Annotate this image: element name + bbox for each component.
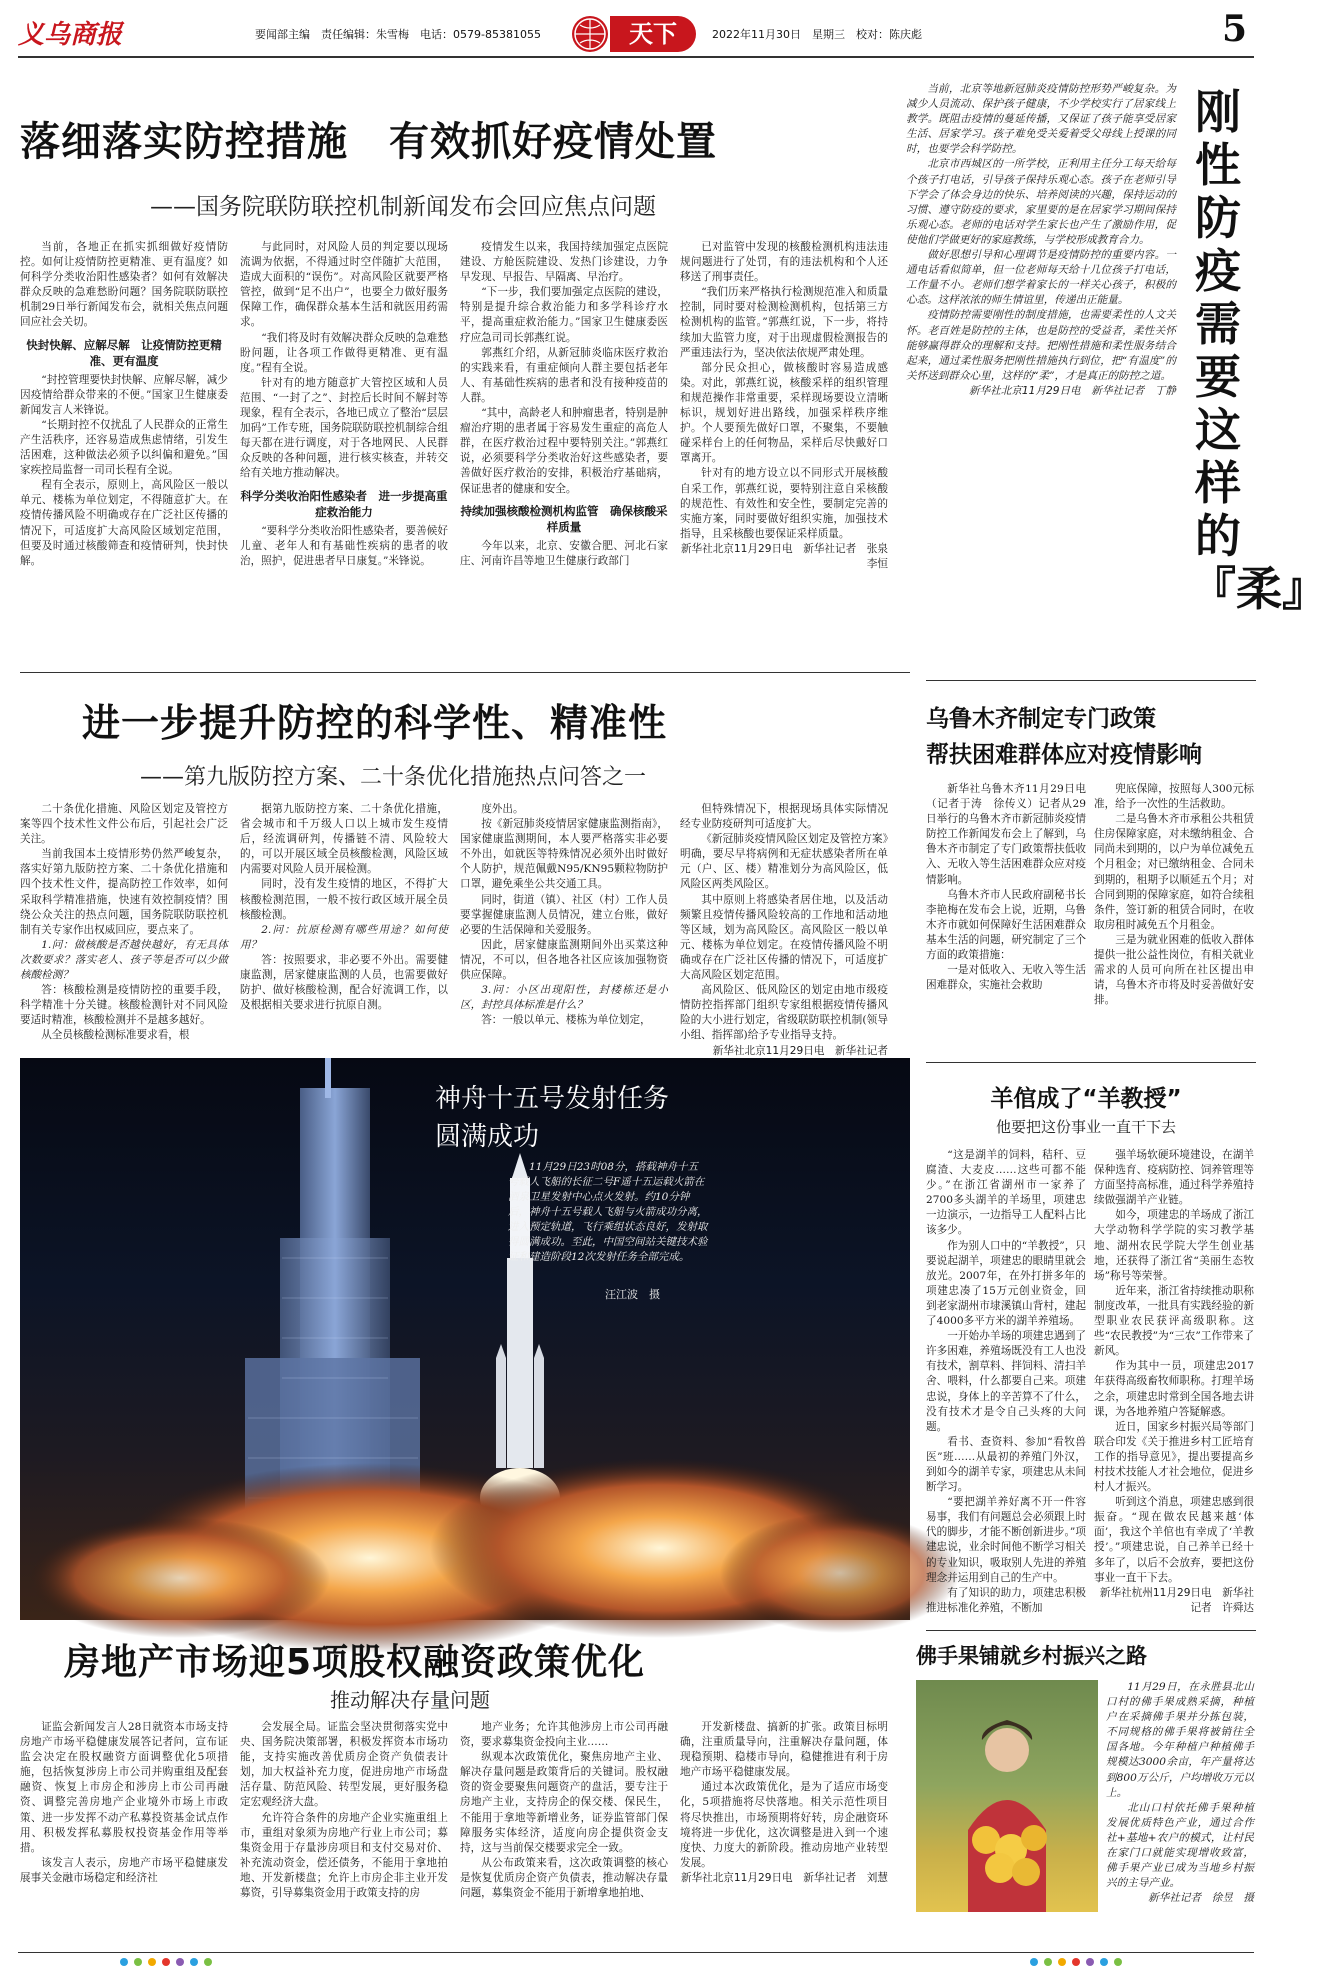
byline: 新华社北京11月29日电 新华社记者 张泉 李恒 <box>680 542 899 570</box>
page-footer-dots-left <box>120 1958 212 1966</box>
article-column-2: 据第九版防控方案、二十条优化措施，省会城市和千万级人口以上城市发生疫情后，经流调研判，传播链不清、风险较大的，可以开展区域全员核酸检测，风险区域内需要对风险人员开展检测。 同时，没有发生疫情的地区，不得扩大核酸检测范围，一般不按行政区域开展全员核酸检测。 2.问：抗原检测有哪些用途？如何使用？ 答：按照要求，非必要不外出。需要健康监测，居家健康监测的人员，也需要做好防护、做好核酸检测，配合好流调工作，以及根据相关要求进行抗原自测。 <box>240 803 448 1012</box>
footer-dot <box>176 1958 184 1966</box>
paper-logo: 义乌商报 <box>18 20 123 50</box>
footer-dot <box>204 1958 212 1966</box>
footer-dot <box>1114 1958 1122 1966</box>
article-column-1: 当前，各地正在抓实抓细做好疫情防控。如何让疫情防控更精准、更有温度？如何科学分类收治阳性感染者？如何有效解决群众反映的急难愁盼问题？国务院联防联控机制29日举行新闻发布会，就相关焦点问题回应社会关切。 快封快解、应解尽解 让疫情防控更精准、更有温度 “封控管理要快封快解、应解尽解，减少因疫情给群众带来的不便。”国家卫生健康委新闻发言人米锋说。 “长期封控不仅扰乱了人民群众的正常生产生活秩序，还容易造成焦虑情绪，引发生活困难，这种做法必须予以纠偏和避免。”国家疾控局监督一司司长程有全说。 程有全表示，原则上，高风险区一般以单元、楼栋为单位划定，不得随意扩大。在疫情传播风险不明确或存在广泛社区传播的情况下，可适度扩大高风险区域划定范围，但要及时通过核酸筛查和疫情研判，快封快解。 <box>20 241 228 567</box>
article-title-line-2: 帮扶困难群体应对疫情影响 <box>926 742 1202 768</box>
launch-photo <box>20 1058 910 1620</box>
article-title: 落细落实防控措施 有效抓好疫情处置 <box>20 119 717 165</box>
article-commentary <box>906 62 1328 667</box>
article-scientific-prevention <box>0 672 930 1057</box>
byline: 新华社北京11月29日电 新华社记者 <box>712 1044 888 1057</box>
farmer-with-fruit <box>916 1680 1098 1912</box>
footer-dot <box>1100 1958 1108 1966</box>
globe-icon <box>572 16 608 52</box>
footer-dot <box>148 1958 156 1966</box>
commentary-title: 刚性防疫需要这样的『柔』 <box>1190 85 1328 616</box>
section-name: 天下 <box>610 16 696 52</box>
article-title: 房地产市场迎5项股权融资政策优化 <box>64 1642 646 1683</box>
article-text: 11月29日，在永胜县北山口村的佛手果成熟采摘，种植户在采摘佛手果并分拣包装，不同规格的佛手果将被销往全国各地。今年种植户种植佛手规模达3000余亩，年产量将达到800万公斤，户均增收万元以上。 北山口村依托佛手果种植发展优质特色产业，通过合作社+基地+农户的模式，让村民在家门口就能实现增收致富，佛手果产业已成为当地乡村振兴的主导产业。 新华社记者 徐昱 摄 <box>1106 1680 1254 1942</box>
commentary-text: 当前，北京等地新冠肺炎疫情防控形势严峻复杂。为减少人员流动、保护孩子健康，不少学校实行了居家线上教学。既阻击疫情的蔓延传播，又保证了孩子能享受居家生活、居家学习。孩子难免受关爱着受父母线上授课的同时，也要学会科学防控。 北京市西城区的一所学校，正利用主任分工每天给每个孩子打电话，引导孩子保持乐观心态。孩子在老师引导下学会了体会身边的快乐、培养阅读的兴趣，保持运动的习惯、遵守防疫的要求，家里要的是在居家学习期间保持乐观心态。老师的电话对学生家长也产生了激励作用，促使他们学做更好的家庭教练，与学校形成教育合力。 做好思想引导和心理调节是疫情防控的重要内容。一通电话看似简单，但一位老师每天给十几位孩子打电话，工作量不小。老师们想学着家长的一样关心孩子，积极的心态。这样浓浓的师生情谊里，传递出正能量。 疫情防控需要刚性的制度措施，也需要柔性的人文关怀。老百姓是防控的主体，也是防控的受益者，柔性关怀能够赢得群众的理解和支持。把刚性措施和柔性服务结合起来，通过柔性服务把刚性措施执行到位，把“有温度”的关怀送到群众心里，这样的“柔”，才是真正的防控之道。 新华社北京11月29日电 新华社记者 丁静 <box>906 82 1176 657</box>
footer-dot <box>1058 1958 1066 1966</box>
article-column-1: 二十条优化措施、风险区划定及管控方案等四个技术性文件公布后，引起社会广泛关注。 当前我国本土疫情形势仍然严峻复杂，落实好第九版防控方案、二十条优化措施和四个技术性文件，提高防控工作效率，如何采取科学精准措施，快速有效控制疫情？围绕公众关注的热点问题，国务院联防联控机制有关专家作出权威回应，要点来了。 1.问：做核酸是否越快越好，有无具体次数要求？落实老人、孩子等是否可以少做核酸检测？ 答：核酸检测是疫情防控的重要手段，科学精准十分关键。核酸检测针对不同风险要适时精准，核酸检测并不是越多越好。 从全员核酸检测标准要求看，根 <box>20 803 228 1042</box>
footer-dot <box>1086 1958 1094 1966</box>
article-title-line-1: 乌鲁木齐制定专门政策 <box>926 706 1156 732</box>
article-column-4: 已对监管中发现的核酸检测机构违法违规问题进行了处罚，有的违法机构和个人还移送了刑事责任。 “我们历来严格执行检测规范准入和质量控制，同时要对检测检测机构，包括第三方检测机构的监管。”郭燕红说，下一步，将持续加大监管力度，对于出现虚假检测报告的严重违法行为，坚决依法依规严肃处理。 部分民众担心，做核酸时容易造成感染。对此，郭燕红说，核酸采样的组织管理和规范操作非常重要，采样现场要设立清晰标识，规划好进出路线，加强采样秩序维护。个人要预先做好口罩，不聚集，不要触碰采样台上的任何物品，采样后尽快戴好口罩离开。 针对有的地方设立以不同形式开展核酸自采工作，郭燕红说，要特别注意自采核酸的规范性、有效性和安全性，要制定完善的实施方案，同时要做好组织实施，加强技术指导，且采核酸也要保证采样质量。 新华社北京11月29日电 新华社记者 张泉 李恒 <box>680 240 888 670</box>
article-column-2: 兜底保障，按照每人300元标准，给予一次性的生活救助。 二是乌鲁木齐市承租公共租赁住房保障家庭，对未缴纳租金、合同尚未到期的，以户为单位减免五个月租金；对已缴纳租金、合同未到期的，租期予以顺延五个月；对合同到期的保障家庭，如符合续租条件，签订新的租赁合同时，在收取房租时减免五个月租金。 三是为就业困难的低收入群体提供一批公益性岗位，有相关就业需求的人员可向所在社区提出申请，乌鲁木齐市将及时妥善做好安排。 <box>1094 783 1254 1007</box>
article-sheep-professor <box>916 1066 1256 1626</box>
article-column-1: 新华社乌鲁木齐11月29日电（记者于涛 徐传义）记者从29日举行的乌鲁木齐市新冠肺炎疫情防控工作新闻发布会上了解到，乌鲁木齐市制定了专门政策帮扶低收入、无收入等生活困难群众应对疫情影响。 乌鲁木齐市人民政府副秘书长李艳梅在发布会上说，近期，乌鲁木齐市就如何保障好生活困难群众基本生活的问题，研究制定了三个方面的政策措施： 一是对低收入、无收入等生活困难群众，实施社会救助 <box>926 783 1086 992</box>
article-subtitle: 他要把这份事业一直干下去 <box>995 1118 1176 1136</box>
article-column-1: 证监会新闻发言人28日就资本市场支持房地产市场平稳健康发展答记者问，宣布证监会决定在股权融资方面调整优化5项措施，包括恢复涉房上市公司并购重组及配套融资、恢复上市房企和涉房上市公司再融资、调整完善房地产企业境外市场上市政策、进一步发挥不动产私募投资基金试点作用、积极发挥私募股权投资基金作用等举措。 该发言人表示，房地产市场平稳健康发展事关金融市场稳定和经济社 <box>20 1721 228 1884</box>
article-column-3: 度外出。 按《新冠肺炎疫情居家健康监测指南》，国家健康监测期间，本人要严格落实非必要不外出，如就医等特殊情况必须外出时做好个人防护，规范佩戴N95/KN95颗粒物防护口罩，避免乘坐公共交通工具。 同时，街道（镇）、社区（村）工作人员要掌握健康监测人员情况，建立台账，做好必要的生活保障和关爱服务。 因此，居家健康监测期间外出买菜这种情况，不可以，但各地各社区应该加强物资供应保障。 3.问：小区出现阳性，封楼栋还是小区，封控具体标准是什么？ 答：一般以单元、楼栋为单位划定， <box>460 803 668 1027</box>
photo-caption: 11月29日23时08分，搭载神舟十五号载人飞船的长征二号F遥十五运载火箭在酒泉卫星发射中心点火发射。约10分钟后，神舟十五号载人飞船与火箭成功分离，进入预定轨道，飞行乘组状态良好，发射取得圆满成功。至此，中国空间站关键技术验证和建造阶段12次发射任务全部完成。 <box>508 1161 708 1263</box>
page-number: 5 <box>1222 8 1248 50</box>
article-real-estate <box>0 1624 930 1949</box>
footer-dot <box>1044 1958 1052 1966</box>
article-title: 佛手果铺就乡村振兴之路 <box>916 1644 1147 1668</box>
article-prevention-measures <box>0 60 930 675</box>
article-subtitle: ——第九版防控方案、二十条优化措施热点问答之一 <box>140 765 647 790</box>
article-title: 羊倌成了“羊教授” <box>990 1086 1182 1112</box>
byline: 新华社北京11月29日电 新华社记者 刘慧 <box>680 1871 888 1884</box>
article-column-4: 但特殊情况下，根据现场具体实际情况经专业防疫研判可适度扩大。 《新冠肺炎疫情风险区划定及管控方案》明确，要尽早将病例和无症状感染者所在单元（户、区、楼）精准划分为高风险区，低风险区两类风险区。 其中原则上将感染者居住地，以及活动频繁且疫情传播风险较高的工作地和活动地等区域，划为高风险区。高风险区一般以单元、楼栋为单位划定。在疫情传播风险不明确或存在广泛社区传播的情况下，可适度扩大高风险区划定范围。 高风险区、低风险区的划定由地市级疫情防控指挥部门组织专家组根据疫情传播风险的大小进行划定，省级联防联控机制(领导小组、指挥部)给予专业指导支持。 新华社北京11月29日电 新华社记者 <box>680 802 888 1047</box>
editor-info: 要闻部主编 责任编辑：朱雪梅 电话：0579-85381055 <box>255 28 541 41</box>
footer-dot <box>162 1958 170 1966</box>
bergamot-photo <box>916 1680 1098 1912</box>
article-column-1: “这是湖羊的饲料，秸秆、豆腐渣、大麦皮……这些可都不能少。”在浙江省湖州市一家养了2700多头湖羊的羊场里，项建忠一边演示，一边指导工人配料占比该多少。 作为别人口中的“羊教授”，只要说起湖羊，项建忠的眼睛里就会放光。2007年，在外打拼多年的项建忠凑了15万元创业资金，回到老家湖州市埭溪镇山背村，建起了4000多平方米的湖羊养殖场。 一开始办羊场的项建忠遇到了许多困难，养殖场既没有工人也没有技术，割草料、拌饲料、清扫羊舍、喂料，什么都要自己来。项建忠说，身体上的辛苦算不了什么，没有技术才是令自己头疼的大问题。 看书、查资料、参加“看牧兽医”班……从最初的养殖门外汉，到如今的湖羊专家，项建忠从未间断学习。 “要把湖羊养好离不开一件容易事，我们有问题总会必须跟上时代的脚步，才能不断创新进步。”项建忠说，业余时间他不断学习相关的专业知识，吸取别人先进的养殖理念并运用到自己的生产中。 有了知识的助力，项建忠积极推进标准化养殖，不断加 <box>926 1149 1086 1614</box>
page-footer-dots-right <box>1030 1958 1122 1966</box>
article-column-3: 疫情发生以来，我国持续加强定点医院建设、方舱医院建设、发热门诊建设，力争早发现、早报告、早隔离、早治疗。 “下一步，我们要加强定点医院的建设，特别是提升综合救治能力和多学科诊疗水平，提高重症救治能力。”国家卫生健康委医疗应急司司长郭燕红说。 郭燕红介绍，从新冠肺炎临床医疗救治的实践来看，有重症倾向人群主要包括老年人、有基础性疾病的患者和没有接种疫苗的人群。 “其中，高龄老人和肿瘤患者，特别是肿瘤治疗期的患者属于容易发生重症的高危人群，在医疗救治过程中要特别关注。”郭燕红说，必须要科学分类收治好这些感染者，要善做好医疗救治的安排，积极治疗基础病，保证患者的健康和安全。 持续加强核酸检测机构监管 确保核酸采样质量 今年以来，北京、安徽合肥、河北石家庄、河南许昌等地卫生健康行政部门 <box>460 241 668 567</box>
article-column-4: 开发新楼盘、搞新的扩张。政策目标明确，注重质量导向，注重解决存量问题，体现稳预期、稳楼市导向，稳健推进有利于房地产市场平稳健康发展。 通过本次政策优化，是为了适应市场变化，5项措施将尽快落地。相关示范性项目将尽快推出，市场预期将好转，房企融资环境将进一步优化，这次调整是进入到一个速度快、力度大的新阶段。推动房地产业转型发展。 新华社北京11月29日电 新华社记者 刘慧 <box>680 1720 888 1945</box>
article-title: 进一步提升防控的科学性、精准性 <box>82 701 668 745</box>
article-column-2: 会发展全局。证监会坚决贯彻落实党中央、国务院决策部署，积极发挥资本市场功能，支持实施改善优质房企资产负债表计划，加大权益补充力度，促进房地产市场盘活存量、防范风险、转型发展，更好服务稳定宏观经济大盘。 允许符合条件的房地产企业实施重组上市，重组对象须为房地产行业上市公司；募集资金用于存量涉房项目和支付交易对价、补充流动资金，偿还债务，不能用于拿地拍地、开发新楼盘；允许上市房企非主业开发募资，引导募集资金用于政策支持的房 <box>240 1721 448 1900</box>
photo-title-line-1: 神舟十五号发射任务 <box>435 1084 670 1114</box>
footer-dot <box>1072 1958 1080 1966</box>
byline: 新华社北京11月29日电 新华社记者 丁静 <box>968 384 1176 397</box>
footer-dot <box>134 1958 142 1966</box>
article-urumqi-policy <box>916 690 1256 1060</box>
issue-date: 2022年11月30日 星期三 校对：陈庆彪 <box>712 28 922 41</box>
footer-dot <box>1030 1958 1038 1966</box>
article-column-2: 强羊场软硬环境建设，在湖羊保种选育、疫病防控、饲养管理等方面坚持高标准，通过科学养殖持续做强湖羊产业链。 如今，项建忠的羊场成了浙江大学动物科学学院的实习教学基地、湖州农民学院大学生创业基地，还获得了浙江省“美丽生态牧场”称号等荣誉。 近年来，浙江省持续推动职称制度改革，一批具有实践经验的新型职业农民获评高级职称。这些“农民教授”为“三农”工作带来了新风。 作为其中一员，项建忠2017年获得高级畜牧师职称。打理羊场之余，项建忠时常到全国各地去讲课，为各地养殖户答疑解惑。 近日，国家乡村振兴局等部门联合印发《关于推进乡村工匠培育工作的指导意见》，提出要提高乡村技术技能人才社会地位，促进乡村人才振兴。 听到这个消息，项建忠感到很振奋。“现在做农民越来越‘体面’，我这个羊倌也有幸成了‘羊教授’。”项建忠说，自己养羊已经十多年了，以后不会放弃，要把这份事业一直干下去。 新华社杭州11月29日电 新华社记者 许舜达 <box>1094 1148 1254 1620</box>
byline: 新华社杭州11月29日电 新华社记者 许舜达 <box>1099 1586 1254 1614</box>
photo-credit: 汪江波 摄 <box>605 1288 660 1301</box>
article-subtitle: ——国务院联防联控机制新闻发布会回应焦点问题 <box>150 194 656 220</box>
article-column-2: 与此同时，对风险人员的判定要以现场流调为依据，不得通过时空伴随扩大范围，造成大面积的“误伤”。对高风险区就要严格管控，做到“足不出户”，也要全力做好服务保障工作，确保群众基本生活和就医用药需求。 “我们将及时有效解决群众反映的急难愁盼问题，让各项工作做得更精准、更有温度。”程有全说。 针对有的地方随意扩大管控区域和人员范围、“一封了之”、封控后长时间不解封等现象，程有全表示，各地已成立了整治“层层加码”工作专班，国务院联防联控机制综合组每天都在进行调度，对于各地网民、人民群众反映的各种问题，进行核实核查，并转交给有关地方推动解决。 科学分类收治阳性感染者 进一步提高重症救治能力 “要科学分类收治阳性感染者，要善候好儿童、老年人和有基础性疾病的患者的收治，照护，促进患者早日康复。”米锋说。 <box>240 241 448 567</box>
footer-dot <box>120 1958 128 1966</box>
article-column-3: 地产业务；允许其他涉房上市公司再融资，要求募集资金投向主业…… 纵观本次政策优化，聚焦房地产主业、解决存量问题是政策背后的关键词。股权融资的资金要聚焦问题资产的盘活，要专注于房地产主业，支持房企的保交楼、保民生，不能用于拿地等新增业务，证券监管部门保障服务实体经济，适度向房企提供资金支持，这与当前保交楼要求完全一致。 从公布政策来看，这次政策调整的核心是恢复优质房企资产负债表，推动解决存量问题，募集资金不能用于新增拿地拍地、 <box>460 1721 668 1900</box>
article-subtitle: 推动解决存量问题 <box>330 1688 490 1712</box>
byline: 新华社记者 徐昱 摄 <box>1148 1892 1254 1905</box>
photo-title-line-2: 圆满成功 <box>435 1122 540 1152</box>
article-bergamot <box>916 1636 1256 1946</box>
footer-dot <box>190 1958 198 1966</box>
masthead <box>0 0 1272 60</box>
